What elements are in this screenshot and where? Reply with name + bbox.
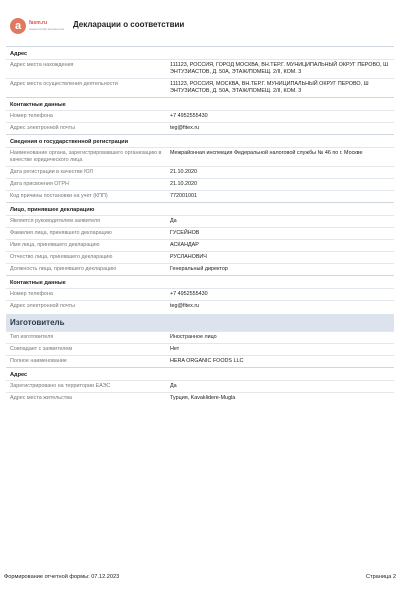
field-label: Адрес электронной почты: [10, 125, 76, 131]
section-title-declarant: Лицо, принявшее декларацию: [6, 202, 394, 215]
field-label: Адрес электронной почты: [10, 303, 76, 309]
field-value: +7 4952555430: [170, 291, 208, 297]
table-row: [6, 355, 394, 367]
page-header: [4, 16, 396, 42]
table-row: [6, 239, 394, 251]
field-value: teg@fitex.ru: [170, 125, 200, 131]
field-label: Полное наименование: [10, 358, 67, 364]
logo-text: fasm.ru: [29, 20, 48, 26]
field-value: АСКАНДАР: [170, 242, 199, 248]
field-label: Наименование органа, зарегистрировавшего организацию в качестве юридического лица: [10, 150, 162, 163]
table-row: [6, 166, 394, 178]
page-title: Декларации о соответствии: [73, 20, 185, 29]
table-row: [6, 59, 394, 78]
section-title-contacts-2: Контактные данные: [6, 275, 394, 288]
field-label: Адрес места осуществления деятельности: [10, 81, 118, 87]
table-row: [6, 251, 394, 263]
field-value: Межрайонная инспекция Федеральной налоговой службы № 46 по г. Москве: [170, 150, 363, 156]
field-label: Код причины постановки на учет (КПП): [10, 193, 108, 199]
logo-icon: a: [10, 18, 26, 34]
field-label: Адрес места нахождения: [10, 62, 74, 68]
logo: [10, 16, 70, 42]
field-value: Турция, Kavaklidere-Mugla: [170, 395, 236, 401]
field-label: Адрес места жительства: [10, 395, 72, 401]
field-label: Является руководителем заявителя: [10, 218, 101, 224]
field-label: Должность лица, принявшего декларацию: [10, 266, 117, 272]
field-value: teg@fitex.ru: [170, 303, 200, 309]
field-value: +7 4952555430: [170, 113, 208, 119]
page-footer: [4, 574, 396, 584]
table-row: [6, 392, 394, 404]
field-label: Номер телефона: [10, 291, 53, 297]
section-title-address: Адрес: [6, 46, 394, 59]
field-value: 111123, РОССИЯ, МОСКВА, ВН.ТЕР.Г. МУНИЦИПАЛЬНЫЙ ОКРУГ ПЕРОВО, Ш ЭНТУЗИАСТОВ, Д. 50А, ЭТАЖ/ПОМЕЩ. 2/II, КОМ. 3: [170, 81, 369, 94]
table-row: [6, 190, 394, 202]
table-row: [6, 300, 394, 312]
document-content: [6, 46, 394, 404]
table-row: [6, 263, 394, 275]
field-value: РУСЛАНОВИЧ: [170, 254, 207, 260]
section-title-manufacturer-address: Адрес: [6, 367, 394, 380]
table-row: [6, 215, 394, 227]
table-row: [6, 122, 394, 134]
section-title-manufacturer: Изготовитель: [6, 314, 394, 331]
table-row: [6, 110, 394, 122]
field-value: 21.10.2020: [170, 169, 197, 175]
table-row: [6, 331, 394, 343]
field-label: Отчество лица, принявшего декларацию: [10, 254, 113, 260]
field-value: 111123, РОССИЯ, ГОРОД МОСКВА, ВН.ТЕР.Г. МУНИЦИПАЛЬНЫЙ ОКРУГ ПЕРОВО, Ш ЭНТУЗИАСТОВ, Д. 50А, ЭТАЖ/ПОМЕЩ. 2/II, КОМ. 3: [170, 62, 389, 75]
logo-subtitle: маркетплейс документов: [29, 27, 64, 31]
table-row: [6, 343, 394, 355]
field-value: Нет: [170, 346, 180, 352]
table-row: [6, 78, 394, 97]
field-value: 21.10.2020: [170, 181, 197, 187]
field-label: Фамилия лица, принявшего декларацию: [10, 230, 112, 236]
report-date: Формирование отчетной формы: 07.12.2023: [4, 574, 120, 580]
field-label: Дата регистрации в качестве ЮЛ: [10, 169, 93, 175]
field-value: HERA ORGANIC FOODS LLC: [170, 358, 244, 364]
table-row: [6, 147, 394, 166]
field-value: Генеральный директор: [170, 266, 228, 272]
field-label: Зарегистрировано на территории ЕАЭС: [10, 383, 111, 389]
field-label: Номер телефона: [10, 113, 53, 119]
field-label: Дата присвоения ОГРН: [10, 181, 69, 187]
page-number: Страница 2: [365, 574, 396, 580]
table-row: [6, 380, 394, 392]
field-value: Да: [170, 383, 177, 389]
field-value: Да: [170, 218, 177, 224]
table-row: [6, 227, 394, 239]
field-label: Тип изготовителя: [10, 334, 54, 340]
table-row: [6, 178, 394, 190]
section-title-registration: Сведения о государственной регистрации: [6, 134, 394, 147]
table-row: [6, 288, 394, 300]
field-value: ГУСЕЙНОВ: [170, 230, 200, 236]
field-label: Имя лица, принявшего декларацию: [10, 242, 100, 248]
field-label: Совпадает с заявителем: [10, 346, 73, 352]
field-value: 772001001: [170, 193, 197, 199]
field-value: Иностранное лицо: [170, 334, 217, 340]
section-title-contacts: Контактные данные: [6, 97, 394, 110]
